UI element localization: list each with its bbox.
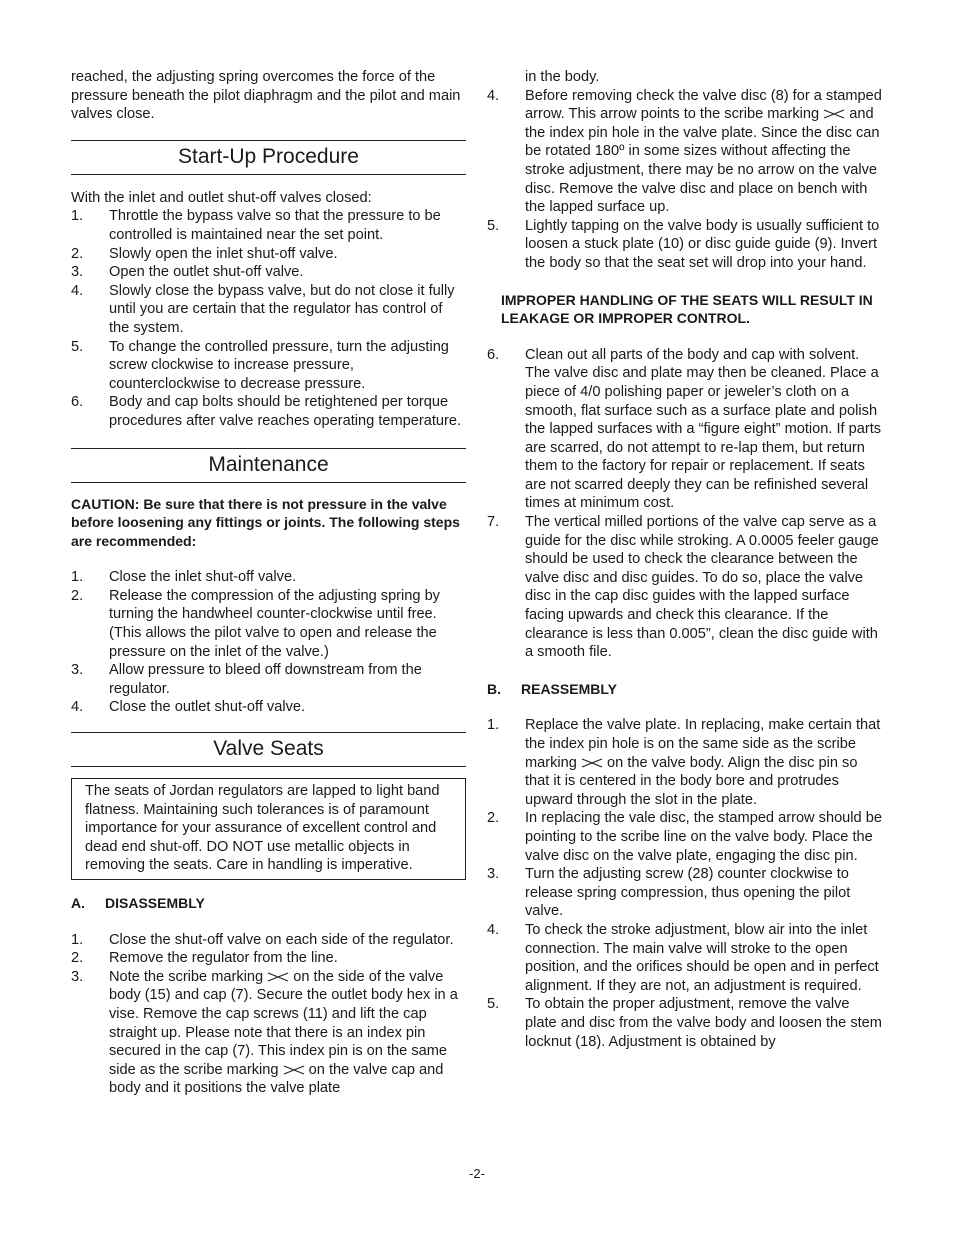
scribe-marking-icon (823, 109, 845, 119)
cleaning-list (487, 346, 883, 662)
scribe-marking-icon (581, 758, 603, 768)
startup-lead: With the inlet and outlet shut-off valves closed: (71, 189, 372, 206)
scribe-marking-icon (267, 972, 289, 982)
list-item: 3. Open the outlet shut-off valve. (71, 264, 304, 281)
startup-list (71, 207, 466, 430)
list-item: 7. The vertical milled portions of the valve cap serve as a guide for the disc while stroking. A 0.0005 feeler gauge should be used to check the clearance between the valve disc and disc guides. To do so, place the valve disc in the cap disc guides with the lapped surface facing upwards and check this clearance. If the clearance is less than 0.005”, clean the disc guide with a smooth file. (487, 514, 879, 661)
list-item: 6. Body and cap bolts should be retightened per torque procedures after valve reaches operating temperature. (71, 394, 462, 429)
maintenance-list (71, 568, 466, 717)
reassembly-subheading: B. REASSEMBLY (487, 680, 617, 697)
list-item: 3. Allow pressure to bleed off downstream from the regulator. (71, 662, 422, 697)
list-item: 1. Replace the valve plate. In replacing, make certain that the index pin hole is on the same side as the scribe marking on the valve body. Align the disc pin so that it is centered in the body bore and protrudes upward through the slot in the plate. (487, 717, 881, 808)
left-column (71, 68, 466, 1098)
list-item: 1. Throttle the bypass valve so that the pressure to be controlled is maintained near the set point. (71, 208, 441, 243)
list-item: 4. Close the outlet shut-off valve. (71, 699, 306, 716)
valve-seats-box: The seats of Jordan regulators are lapped to light band flatness. Maintaining such tolerances is of paramount importance for your assurance of excellent control and dead end shut-off. DO NOT use metallic objects in removing the seats. Care in handling is imperative. (71, 778, 466, 880)
list-item: 4. Before removing check the valve disc (8) for a stamped arrow. This arrow points to the scribe marking and the index pin hole in the valve plate. Since the disc can be rotated 180º in some sizes without affecting the stroke adjustment, there may be no arrow on the valve disc. Remove the valve disc and place on bench with the lapped surface up. (487, 87, 882, 216)
reassembly-list (487, 716, 883, 1051)
list-item: 2. In replacing the vale disc, the stamped arrow should be pointing to the scribe line on the valve body. Place the valve disc on the valve plate, engaging the disc pin. (487, 810, 882, 864)
list-item: 5. To change the controlled pressure, turn the adjusting screw clockwise to increase pressure, counterclockwise to decrease pressure. (71, 338, 449, 392)
warning-paragraph: IMPROPER HANDLING OF THE SEATS WILL RESULT IN LEAKAGE OR IMPROPER CONTROL. (501, 291, 873, 327)
startup-heading: Start-Up Procedure (71, 140, 466, 175)
list-item: 5. Lightly tapping on the valve body is usually sufficient to loosen a stuck plate (10) or disc guide guide (9). Invert the body so that the seat set will drop into your hand. (487, 217, 880, 271)
scribe-marking-icon (283, 1065, 305, 1075)
disassembly-list (71, 931, 466, 1098)
list-item: 4. To check the stroke adjustment, blow air into the inlet connection. The main valve will stroke to the open position, and the orifices should be open and in perfect alignment. If they are not, an adjustment is required. (487, 921, 879, 994)
list-item: 6. Clean out all parts of the body and cap with solvent. The valve disc and plate may then be cleaned. Place a piece of 4/0 polishing paper or jeweler’s cloth on a smooth, flat surface such as a surface plate and polish the lapped surfaces with a “figure eight” motion. If parts are scarred, do not attempt to re-lap them, but return them to the factory for repair or replacement. If seats are not scarred deeply they can be refinished several times at minimum cost. (487, 346, 882, 512)
list-item: 2. Remove the regulator from the line. (71, 950, 338, 967)
list-item: 4. Slowly close the bypass valve, but do not close it fully until you are certain that the regulator has control of the system. (71, 282, 455, 336)
list-item: 2. Release the compression of the adjusting spring by turning the handwheel counter-clockwise until free. (This allows the pilot valve to open and release the pressure on the inlet of the valve.) (71, 587, 440, 660)
list-item: 3. Turn the adjusting screw (28) counter clockwise to release spring compression, thus opening the pilot valve. (487, 866, 851, 920)
page-number: -2- (469, 1166, 485, 1181)
maintenance-heading: Maintenance (71, 448, 466, 483)
caution-paragraph: CAUTION: Be sure that there is not pressure in the valve before loosening any fittings or joints. The following steps are recommended: (71, 495, 460, 549)
list-item: 1. Close the inlet shut-off valve. (71, 569, 297, 586)
list-item: 2. Slowly open the inlet shut-off valve. (71, 245, 338, 262)
disassembly-subheading: A. DISASSEMBLY (71, 895, 205, 911)
list-item: in the body. (525, 69, 600, 85)
valve-seats-heading: Valve Seats (71, 732, 466, 767)
right-column (487, 68, 883, 1051)
list-item: 1. Close the shut-off valve on each side of the regulator. (71, 931, 454, 948)
list-item: 3. Note the scribe marking on the side of the valve body (15) and cap (7). Secure the outlet body hex in a vise. Remove the cap screws (11) and lift the cap straight up. Please note that there is an index pin secured in the cap (7). This index pin is on the same side as the scribe marking on the valve cap and body and it positions the valve plate (71, 968, 458, 1097)
disassembly-list-continued (487, 68, 883, 273)
intro-paragraph: reached, the adjusting spring overcomes the force of the pressure beneath the pilot diaphragm and the pilot and main valves close. (71, 69, 461, 123)
list-item: 5. To obtain the proper adjustment, remove the valve plate and disc from the valve body and loosen the stem locknut (18). Adjustment is obtained by (487, 996, 882, 1050)
